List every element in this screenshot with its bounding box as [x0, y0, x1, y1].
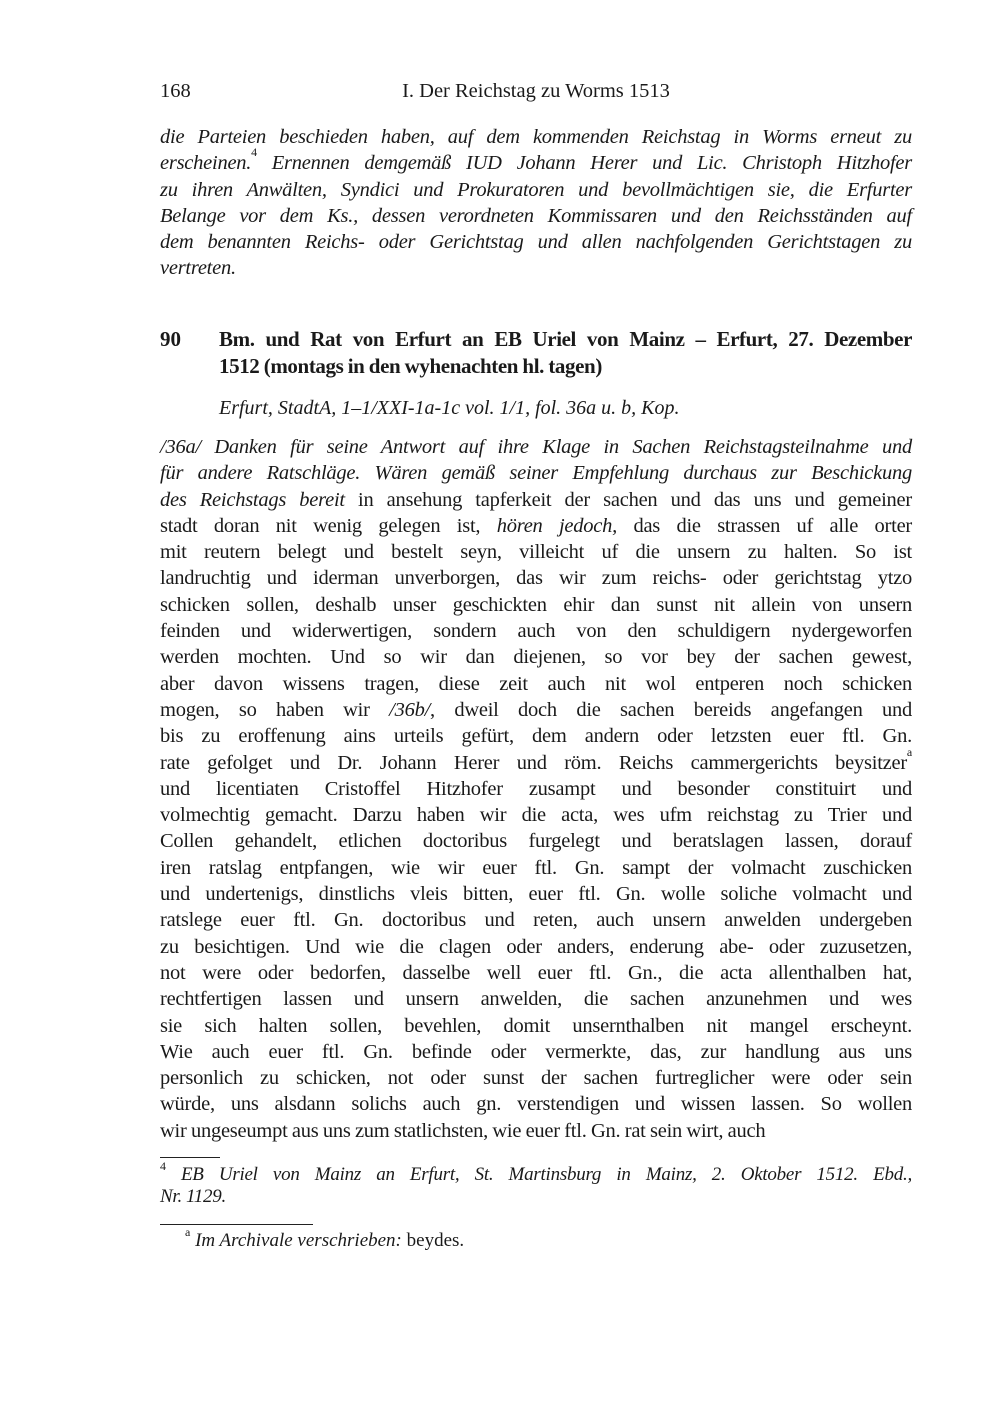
footnote-marker: a — [185, 1225, 191, 1239]
text-segment: würde, uns alsdann solichs auch gn. verstendigen und wissen lassen. So wollen — [160, 1093, 912, 1116]
body-paragraph — [160, 434, 912, 1144]
text-line — [160, 855, 912, 881]
footnote-4 — [160, 1159, 912, 1208]
text-segment: vertreten. — [160, 257, 236, 280]
text-line — [160, 460, 912, 486]
text-segment: mogen, so haben wir — [160, 698, 390, 721]
text-line — [160, 986, 912, 1012]
intro-paragraph — [160, 124, 912, 282]
text-segment: dem benannten Reichs- oder Gerichtstag und allen nachfolgenden Gerichtstagen zu — [160, 231, 912, 254]
text-segment: Ernennen demgemäß IUD Johann Herer und Lic. Christoph Hitzhofer — [256, 152, 912, 175]
text-line — [160, 592, 912, 618]
text-line — [160, 1091, 912, 1117]
text-line — [160, 644, 912, 670]
text-line — [160, 776, 912, 802]
text-line — [160, 513, 912, 539]
text-segment: zu ihren Anwälten, Syndici und Prokuratoren und bevollmächtigen sie, die Erfurter — [160, 178, 912, 201]
text-segment: hören jedoch, — [496, 514, 618, 537]
text-segment: Nr. 1129. — [160, 1186, 227, 1207]
apparatus-divider — [160, 1224, 313, 1225]
text-line — [160, 881, 912, 907]
text-line — [160, 565, 912, 591]
page-number: 168 — [160, 80, 191, 102]
text-segment: EB Uriel von Mainz an Erfurt, St. Martinsburg in Mainz, 2. Oktober 1512. Ebd., — [165, 1164, 912, 1185]
running-head: I. Der Reichstag zu Worms 1513 — [402, 80, 670, 102]
text-line — [160, 539, 912, 565]
footnote-reference: 4 — [251, 145, 257, 160]
text-segment: volmechtig gemacht. Darzu haben wir die acta, wes ufm reichstag zu Trier und — [160, 804, 912, 827]
text-segment: ratslege euer ftl. Gn. doctoribus und reten, auch unsern anwelden undergeben — [160, 909, 912, 932]
text-segment: aber davon wissens tragen, diese zeit auch nit wol entperen noch schicken — [160, 672, 912, 695]
text-segment: für andere Ratschläge. Wären gemäß seiner Empfehlung durchaus zur Beschickung — [160, 462, 912, 485]
text-line — [160, 1039, 912, 1065]
text-line — [160, 1065, 912, 1091]
text-line — [160, 255, 912, 281]
text-segment: in ansehung tapferkeit der sachen und das uns und gemeiner — [344, 488, 912, 511]
footnote-divider — [160, 1157, 220, 1158]
text-line — [160, 434, 912, 460]
text-segment: wir ungeseumpt aus uns zum statlichsten, wie euer ftl. Gn. rat sein wirt, auch — [160, 1119, 766, 1142]
text-line — [160, 744, 912, 776]
text-line — [160, 177, 912, 203]
text-segment: das die strassen uf alle orter — [617, 514, 913, 537]
text-segment: /36b/ — [389, 698, 431, 721]
text-line — [160, 618, 912, 644]
text-segment: erscheinen. — [160, 152, 252, 175]
text-line — [160, 1186, 912, 1208]
text-line — [160, 934, 912, 960]
text-line — [160, 1013, 912, 1039]
text-segment: sie sich halten sollen, bevehlen, domit unsernthalben nit mangel erscheynt. — [160, 1014, 912, 1037]
text-segment: des Reichstags bereit — [160, 488, 345, 511]
text-line — [160, 802, 912, 828]
archival-source: Erfurt, StadtA, 1–1/XXI-1a-1c vol. 1/1, fol. 36a u. b, Kop. — [219, 397, 680, 419]
text-segment: und licentiaten Cristoffel Hitzhofer zusampt und besonder constituirt und — [160, 777, 912, 800]
text-line — [160, 1118, 912, 1144]
footnote-a — [185, 1225, 465, 1252]
document-heading — [160, 326, 912, 380]
text-line — [160, 487, 912, 513]
text-segment: Belange vor dem Ks., dessen verordneten Kommissaren und den Reichsständen auf — [160, 204, 912, 227]
title-line: Bm. und Rat von Erfurt an EB Uriel von Mainz – Erfurt, 27. Dezember — [219, 327, 912, 351]
text-segment: , dweil doch die sachen bereids angefangen und — [430, 698, 913, 721]
text-line — [160, 1159, 912, 1186]
text-segment: mit reutern belegt und bestelt seyn, villeicht uf die unsern zu halten. So ist — [160, 541, 912, 564]
text-segment: stadt doran nit wenig gelegen ist, — [160, 514, 497, 537]
footnote-reference: a — [906, 744, 912, 759]
text-segment: iren ratslag entpfangen, wie wir euer ftl. Gn. sampt der volmacht zuschicken — [160, 856, 912, 879]
text-segment: /36a/ Danken für seine Antwort auf ihre Klage in Sachen Reichstagsteilnahme und — [160, 436, 912, 458]
text-line — [160, 697, 912, 723]
footnote-reference: 4 — [160, 1159, 166, 1173]
text-line — [160, 229, 912, 255]
text-segment: landruchtig und iderman unverborgen, das wir zum reichs- oder gerichtstag ytzo — [160, 567, 912, 590]
text-segment: werden mochten. Und so wir dan diejenen, so vor bey der sachen gewest, — [160, 646, 912, 669]
text-segment: rechtfertigen lassen und unsern anwelden, die sachen anzunehmen und wes — [160, 988, 912, 1011]
text-line — [160, 145, 912, 176]
text-line — [160, 960, 912, 986]
footnote-italic: Im Archivale verschrieben: — [195, 1230, 402, 1251]
text-line — [160, 203, 912, 229]
document-title — [219, 326, 912, 380]
text-segment: und undertenigs, dinstlichs vleis bitten, euer ftl. Gn. wolle soliche volmacht und — [160, 883, 912, 906]
text-segment: bis zu eroffenung ains urteils gefürt, dem andern oder letzsten euer ftl. Gn. — [160, 725, 912, 748]
footnote-text: beydes. — [401, 1230, 465, 1251]
text-line — [160, 671, 912, 697]
text-segment: feinden und widerwertigen, sondern auch von den schuldigern nydergeworfen — [160, 620, 912, 643]
title-line: 1512 (montags in den wyhenachten hl. tagen) — [219, 354, 602, 378]
text-segment: Wie auch euer ftl. Gn. befinde oder vermerkte, das, zur handlung aus uns — [160, 1040, 912, 1063]
page-header — [160, 80, 912, 106]
text-segment: die Parteien beschieden haben, auf dem kommenden Reichstag in Worms erneut zu — [160, 126, 912, 148]
text-line — [160, 907, 912, 933]
text-segment: zu besichtigen. Und wie die clagen oder anders, enderung abe- oder zuzusetzen, — [160, 935, 912, 958]
text-segment: personlich zu schicken, not oder sunst der sachen furtreglicher were oder sein — [160, 1067, 912, 1090]
text-line — [160, 723, 912, 749]
text-segment: Collen gehandelt, etlichen doctoribus furgelegt und beratslagen lassen, dorauf — [160, 830, 912, 853]
text-segment: schicken sollen, deshalb unser geschickten ehir dan sunst nit allein von unsern — [160, 593, 912, 616]
text-segment: not were oder bedorfen, dasselbe well euer ftl. Gn., die acta allenthalben hat, — [160, 961, 912, 984]
document-number: 90 — [160, 327, 181, 351]
text-line — [160, 828, 912, 854]
text-line — [160, 124, 912, 150]
text-segment: rate gefolget und Dr. Johann Herer und röm. Reichs cammergerichts beysitzer — [160, 751, 907, 774]
